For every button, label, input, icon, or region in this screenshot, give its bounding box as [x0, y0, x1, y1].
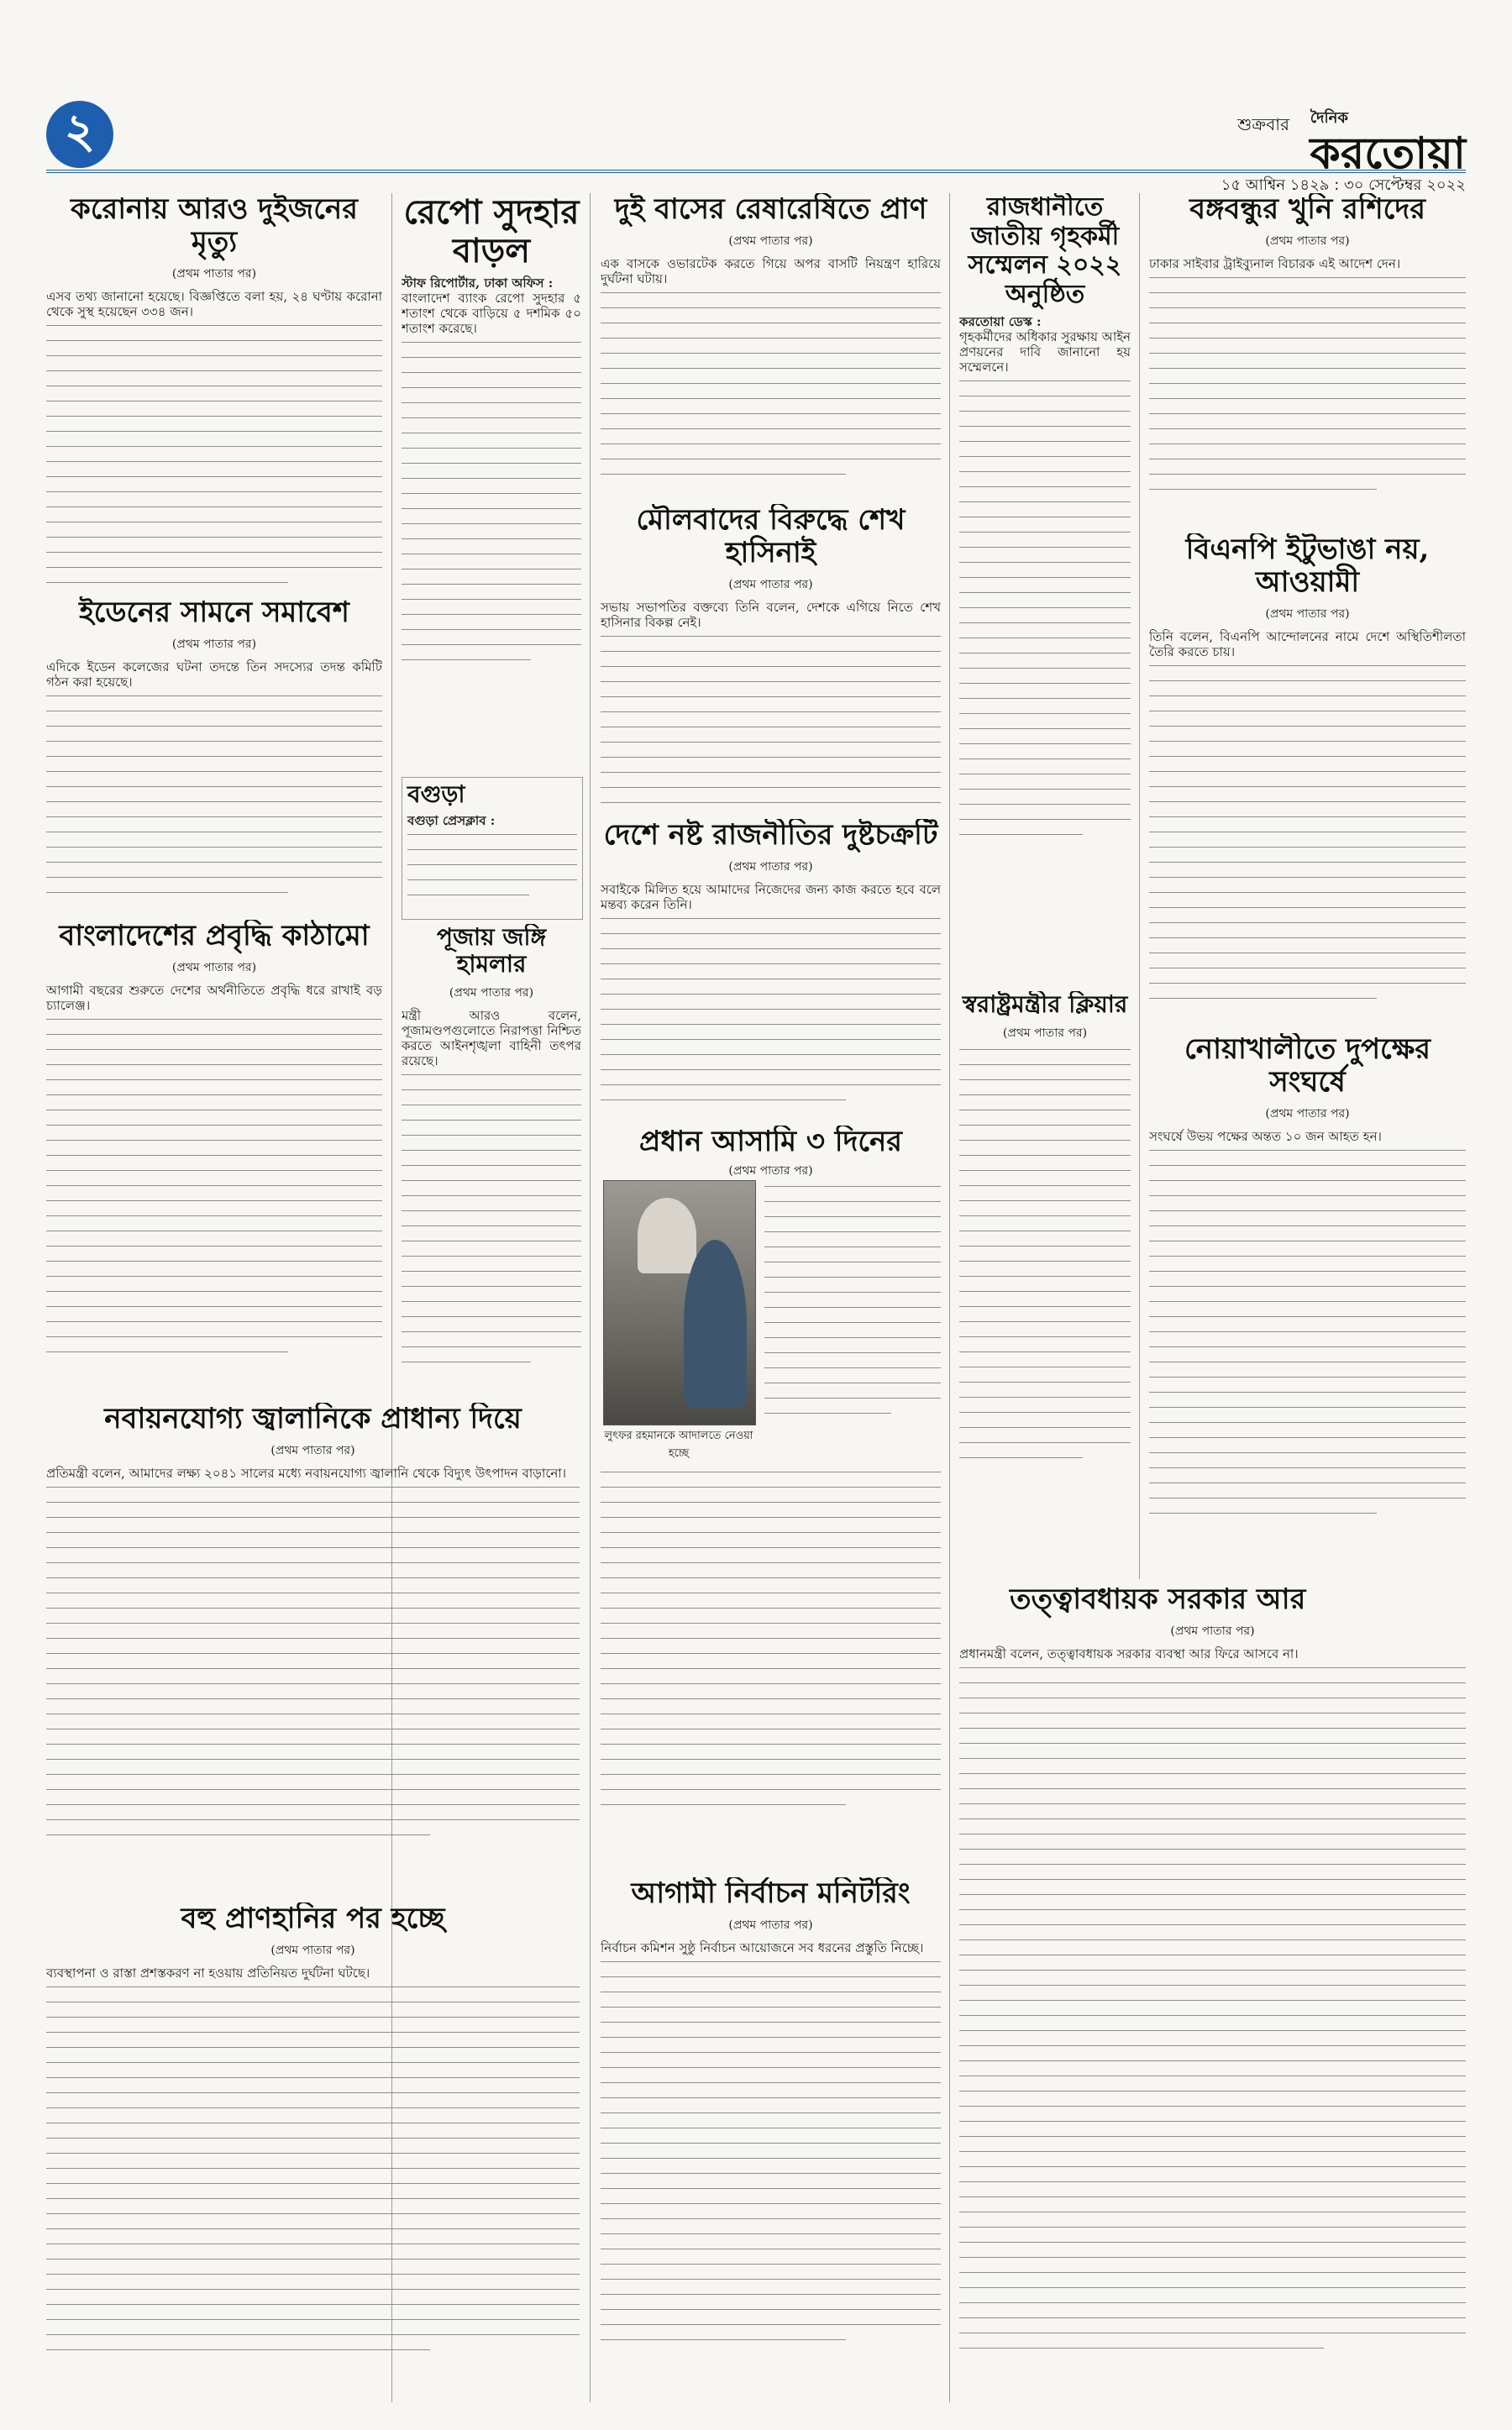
article-accused-body	[764, 1180, 941, 1457]
article-body: গৃহকর্মীদের অধিকার সুরক্ষায় আইন প্রণয়নের দাবি জানানো হয় সম্মেলনে।	[959, 329, 1131, 375]
article-bangladesh-growth	[46, 920, 382, 1390]
byline: বগুড়া প্রেসক্লাব :	[407, 813, 496, 829]
byline: স্টাফ রিপোর্টার, ঢাকা অফিস :	[402, 276, 554, 291]
kicker: (প্রথম পাতার পর)	[449, 986, 534, 1000]
kicker: (প্রথম পাতার পর)	[1170, 1624, 1255, 1639]
kicker: (প্রথম পাতার পর)	[1265, 234, 1350, 249]
news-photo	[603, 1180, 756, 1425]
article-body: মন্ত্রী আরও বলেন, পূজামণ্ডপগুলোতে নিরাপত্তা নিশ্চিত করতে আইনশৃঙ্খলা বাহিনী তৎপর রয়েছে।	[402, 1008, 581, 1069]
body-lines	[46, 325, 382, 584]
article-body: নির্বাচন কমিশন সুষ্ঠু নির্বাচন আয়োজনে সব ধরনের প্রস্তুতি নিচ্ছে।	[601, 1940, 924, 1956]
article-corona	[46, 193, 382, 584]
headline: মৌলবাদের বিরুদ্ধে শেখ হাসিনাই	[636, 504, 906, 570]
article-accused-head	[601, 1126, 941, 1159]
headline: বাংলাদেশের প্রবৃদ্ধি কাঠামো	[59, 920, 370, 953]
headline: বঙ্গবন্ধুর খুনি রশিদের	[1189, 193, 1425, 226]
article-body: বাংলাদেশ ব্যাংক রেপো সুদহার ৫ শতাংশ থেকে বাড়িয়ে ৫ দশমিক ৫০ শতাংশ করেছে।	[402, 291, 581, 336]
article-body: তিনি বলেন, বিএনপি আন্দোলনের নামে দেশে অস্থিতিশীলতা তৈরি করতে চায়।	[1149, 629, 1466, 660]
article-noakhali	[1149, 1033, 1466, 1571]
kicker: (প্রথম পাতার পর)	[270, 1944, 355, 1958]
page-number-badge: ২	[46, 101, 113, 168]
article-renewable	[46, 1403, 580, 1890]
column-divider	[1139, 193, 1140, 1579]
headline: নবায়নযোগ্য জ্বালানিকে প্রাধান্য দিয়ে	[104, 1403, 522, 1435]
kicker: (প্রথম পাতার পর)	[728, 860, 813, 874]
article-body: প্রধানমন্ত্রী বলেন, তত্ত্বাবধায়ক সরকার ব্যবস্থা আর ফিরে আসবে না।	[959, 1646, 1299, 1662]
article-body: ব্যবস্থাপনা ও রাস্তা প্রশস্তকরণ না হওয়ায় প্রতিনিয়ত দুর্ঘটনা ঘটছে।	[46, 1966, 370, 1981]
article-eden	[46, 596, 382, 907]
article-body: সংঘর্ষে উভয় পক্ষের অন্তত ১০ জন আহত হন।	[1149, 1129, 1382, 1145]
article-body: আগামী বছরের শুরুতে দেশের অর্থনীতিতে প্রবৃদ্ধি ধরে রাখাই বড় চ্যালেঞ্জ।	[46, 983, 382, 1014]
article-body: ঢাকার সাইবার ট্রাইব্যুনাল বিচারক এই আদেশ দেন।	[1149, 256, 1401, 272]
article-moulobad	[601, 504, 941, 811]
paper-name: করতোয়া	[1310, 129, 1466, 179]
kicker: (প্রথম পাতার পর)	[728, 1164, 813, 1178]
article-repo	[402, 193, 581, 764]
article-body: এক বাসকে ওভারটেক করতে গিয়ে অপর বাসটি নিয়ন্ত্রণ হারিয়ে দুর্ঘটনা ঘটায়।	[601, 256, 941, 287]
headline: করোনায় আরও দুইজনের মৃত্যু	[71, 193, 358, 260]
photo-subject	[684, 1240, 747, 1408]
photo-caption: লুৎফর রহমানকে আদালতে নেওয়া হচ্ছে	[604, 1430, 753, 1460]
column-divider	[949, 193, 950, 2402]
article-swarashtra	[959, 991, 1131, 1571]
headline: দুই বাসের রেষারেষিতে প্রাণ	[614, 193, 927, 226]
column-divider	[590, 193, 591, 2402]
section-label: বগুড়া	[407, 780, 465, 808]
headline: ইডেনের সামনে সমাবেশ	[79, 596, 349, 629]
headline: রাজধানীতে জাতীয় গৃহকর্মী সম্মেলন ২০২২ অনুষ্ঠিত	[968, 193, 1122, 309]
article-bnp	[1149, 533, 1466, 1021]
headline: রেপো সুদহার বাড়ল	[403, 193, 580, 270]
kicker: (প্রথম পাতার পর)	[1002, 1026, 1088, 1041]
article-body: প্রতিমন্ত্রী বলেন, আমাদের লক্ষ্য ২০৪১ সালের মধ্যে নবায়নযোগ্য জ্বালানি থেকে বিদ্যুৎ উৎপাদন বাড়ানো।	[46, 1466, 567, 1482]
kicker: (প্রথম পাতার পর)	[728, 234, 813, 249]
article-election-monitor	[601, 1877, 941, 2406]
headline: দেশে নষ্ট রাজনীতির দুষ্টচক্রটি	[603, 819, 938, 852]
article-bogra-brief	[402, 777, 583, 920]
article-puja	[402, 924, 581, 1390]
article-body: সভায় সভাপতির বক্তব্যে তিনি বলেন, দেশকে এগিয়ে নিতে শেখ হাসিনার বিকল্প নেই।	[601, 600, 941, 631]
headline: প্রধান আসামি ৩ দিনের	[638, 1126, 903, 1158]
article-body: সবাইকে মিলিত হয়ে আমাদের নিজেদের জন্য কাজ করতে হবে বলে মন্তব্য করেন তিনি।	[601, 882, 941, 913]
article-caretaker	[959, 1583, 1466, 2406]
headline: বিএনপি ইটুভাঙা নয়, আওয়ামী	[1185, 533, 1430, 600]
kicker: (প্রথম পাতার পর)	[728, 578, 813, 592]
byline: করতোয়া ডেস্ক :	[959, 314, 1042, 329]
article-two-bus	[601, 193, 941, 496]
article-body: এদিকে ইডেন কলেজের ঘটনা তদন্তে তিন সদস্যের তদন্ত কমিটি গঠন করা হয়েছে।	[46, 659, 382, 690]
masthead-date: ১৫ আশ্বিন ১৪২৯ : ৩০ সেপ্টেম্বর ২০২২	[1221, 176, 1466, 194]
article-bangabandhu	[1149, 193, 1466, 521]
headline: নোয়াখালীতে দুপক্ষের সংঘর্ষে	[1184, 1033, 1431, 1100]
photo-subject	[638, 1198, 696, 1273]
kicker: (প্রথম পাতার পর)	[728, 1918, 813, 1933]
headline: আগামী নির্বাচন মনিটরিং	[631, 1877, 911, 1910]
kicker: (প্রথম পাতার পর)	[171, 267, 257, 281]
masthead	[46, 101, 1466, 194]
masthead-day: শুক্রবার	[1237, 114, 1289, 134]
kicker: (প্রথম পাতার পর)	[270, 1444, 355, 1458]
headline: পূজায় জঙ্গি হামলার	[436, 924, 547, 979]
headline: বহু প্রাণহানির পর হচ্ছে	[181, 1903, 445, 1935]
headline: স্বরাষ্ট্রমন্ত্রীর ক্লিয়ার	[962, 991, 1128, 1018]
article-domestic-workers	[959, 193, 1131, 983]
kicker: (প্রথম পাতার পর)	[171, 961, 257, 975]
kicker: (প্রথম পাতার পর)	[1265, 1107, 1350, 1121]
article-many-lives	[46, 1903, 580, 2406]
masthead-prefix: দৈনিক	[1310, 109, 1348, 127]
article-politics	[601, 819, 941, 1117]
headline: তত্ত্বাবধায়ক সরকার আর	[1010, 1583, 1306, 1616]
kicker: (প্রথম পাতার পর)	[171, 638, 257, 652]
kicker: (প্রথম পাতার পর)	[1265, 607, 1350, 622]
article-body: এসব তথ্য জানানো হয়েছে। বিজ্ঞপ্তিতে বলা হয়, ২৪ ঘণ্টায় করোনা থেকে সুস্থ হয়েছেন ৩৩৪ জন।	[46, 289, 382, 320]
article-accused-continued	[601, 1466, 941, 1869]
